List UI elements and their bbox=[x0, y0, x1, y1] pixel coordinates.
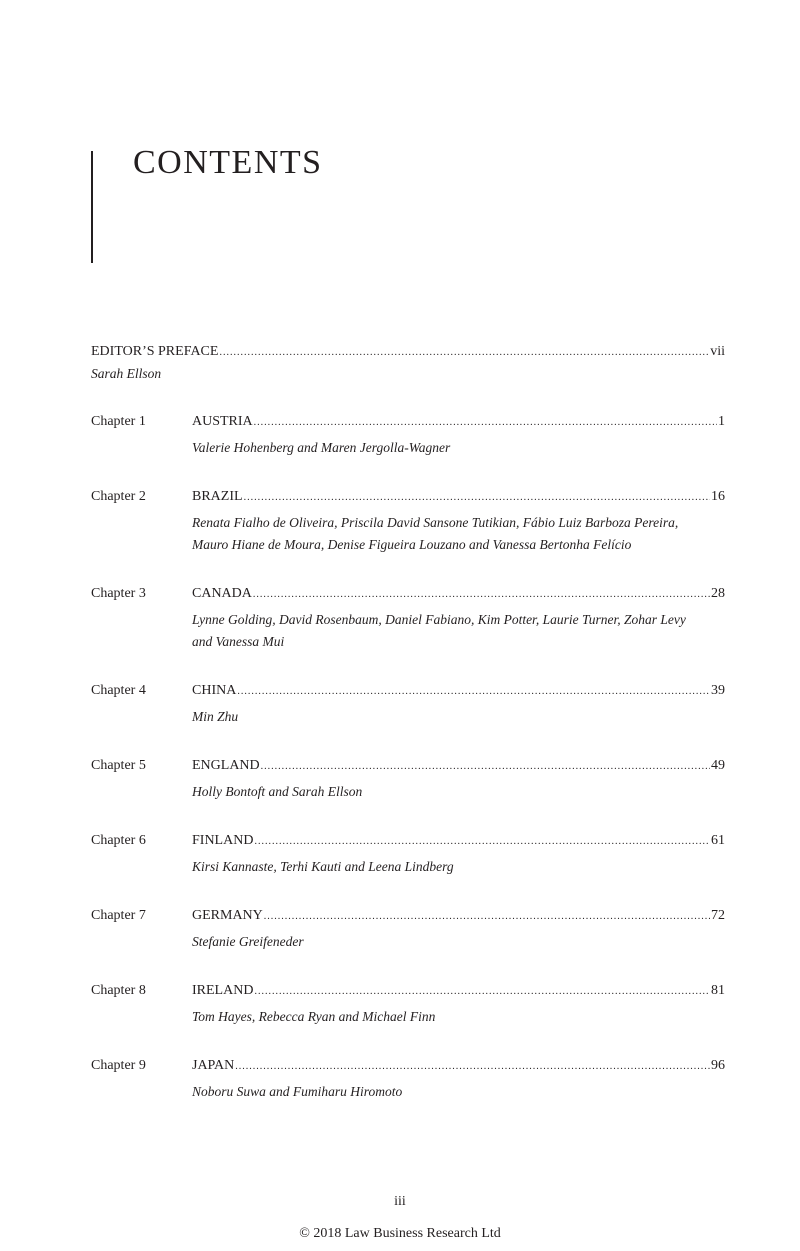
chapter-label: Chapter 3 bbox=[91, 586, 146, 601]
toc-entry-preface[interactable] bbox=[91, 343, 725, 362]
dot-leader bbox=[219, 344, 709, 362]
toc-entry-chapter-8[interactable] bbox=[192, 982, 725, 1001]
chapter-authors: Lynne Golding, David Rosenbaum, Daniel Fabiano, Kim Potter, Laurie Turner, Zohar Levy bbox=[192, 612, 686, 627]
dot-leader bbox=[254, 414, 717, 432]
chapter-title: IRELAND bbox=[192, 983, 254, 998]
toc-entry-chapter-2[interactable] bbox=[192, 488, 725, 507]
preface-page: vii bbox=[710, 344, 725, 359]
chapter-authors: and Vanessa Mui bbox=[192, 634, 285, 649]
toc-entry-chapter-7[interactable] bbox=[192, 907, 725, 926]
chapter-authors: Noboru Suwa and Fumiharu Hiromoto bbox=[192, 1084, 403, 1099]
dot-leader bbox=[253, 586, 710, 604]
chapter-label: Chapter 9 bbox=[91, 1058, 146, 1073]
chapter-title: CANADA bbox=[192, 586, 252, 601]
page-number: iii bbox=[394, 1194, 406, 1209]
chapter-page: 1 bbox=[718, 414, 725, 429]
chapter-authors: Stefanie Greifeneder bbox=[192, 934, 304, 949]
dot-leader bbox=[254, 833, 710, 851]
chapter-page: 39 bbox=[711, 683, 725, 698]
toc-entry-chapter-3[interactable] bbox=[192, 585, 725, 604]
dot-leader bbox=[254, 983, 710, 1001]
chapter-label: Chapter 6 bbox=[91, 833, 146, 848]
chapter-label: Chapter 5 bbox=[91, 758, 146, 773]
dot-leader bbox=[237, 683, 710, 701]
chapter-page: 72 bbox=[711, 908, 725, 923]
toc-entry-chapter-1[interactable] bbox=[192, 413, 725, 432]
chapter-page: 96 bbox=[711, 1058, 725, 1073]
chapter-authors: Valerie Hohenberg and Maren Jergolla-Wagner bbox=[192, 440, 451, 455]
chapter-page: 28 bbox=[711, 586, 725, 601]
chapter-title: CHINA bbox=[192, 683, 237, 698]
heading-rule bbox=[91, 151, 93, 263]
chapter-authors: Renata Fialho de Oliveira, Priscila David Sansone Tutikian, Fábio Luiz Barboza Pereira, bbox=[192, 515, 679, 530]
preface-title: EDITOR’S PREFACE bbox=[91, 344, 219, 359]
page-title: CONTENTS bbox=[133, 144, 323, 181]
dot-leader bbox=[244, 489, 710, 507]
chapter-title: BRAZIL bbox=[192, 489, 243, 504]
toc-entry-chapter-5[interactable] bbox=[192, 757, 725, 776]
copyright-notice: © 2018 Law Business Research Ltd bbox=[299, 1226, 501, 1241]
chapter-page: 61 bbox=[711, 833, 725, 848]
chapter-title: JAPAN bbox=[192, 1058, 235, 1073]
toc-entry-chapter-6[interactable] bbox=[192, 832, 725, 851]
chapter-authors: Mauro Hiane de Moura, Denise Figueira Louzano and Vanessa Bertonha Felício bbox=[192, 537, 632, 552]
chapter-title: FINLAND bbox=[192, 833, 254, 848]
chapter-label: Chapter 8 bbox=[91, 983, 146, 998]
toc-entry-chapter-4[interactable] bbox=[192, 682, 725, 701]
chapter-page: 81 bbox=[711, 983, 725, 998]
chapter-label: Chapter 7 bbox=[91, 908, 146, 923]
chapter-label: Chapter 4 bbox=[91, 683, 146, 698]
dot-leader bbox=[264, 908, 710, 926]
chapter-title: GERMANY bbox=[192, 908, 263, 923]
chapter-title: AUSTRIA bbox=[192, 414, 253, 429]
chapter-label: Chapter 2 bbox=[91, 489, 146, 504]
chapter-label: Chapter 1 bbox=[91, 414, 146, 429]
chapter-authors: Tom Hayes, Rebecca Ryan and Michael Finn bbox=[192, 1009, 436, 1024]
dot-leader bbox=[235, 1058, 710, 1076]
toc-entry-chapter-9[interactable] bbox=[192, 1057, 725, 1076]
chapter-page: 16 bbox=[711, 489, 725, 504]
dot-leader bbox=[261, 758, 710, 776]
chapter-authors: Kirsi Kannaste, Terhi Kauti and Leena Lindberg bbox=[192, 859, 454, 874]
chapter-page: 49 bbox=[711, 758, 725, 773]
chapter-title: ENGLAND bbox=[192, 758, 260, 773]
chapter-authors: Holly Bontoft and Sarah Ellson bbox=[192, 784, 363, 799]
preface-author: Sarah Ellson bbox=[91, 366, 162, 381]
chapter-authors: Min Zhu bbox=[192, 709, 239, 724]
